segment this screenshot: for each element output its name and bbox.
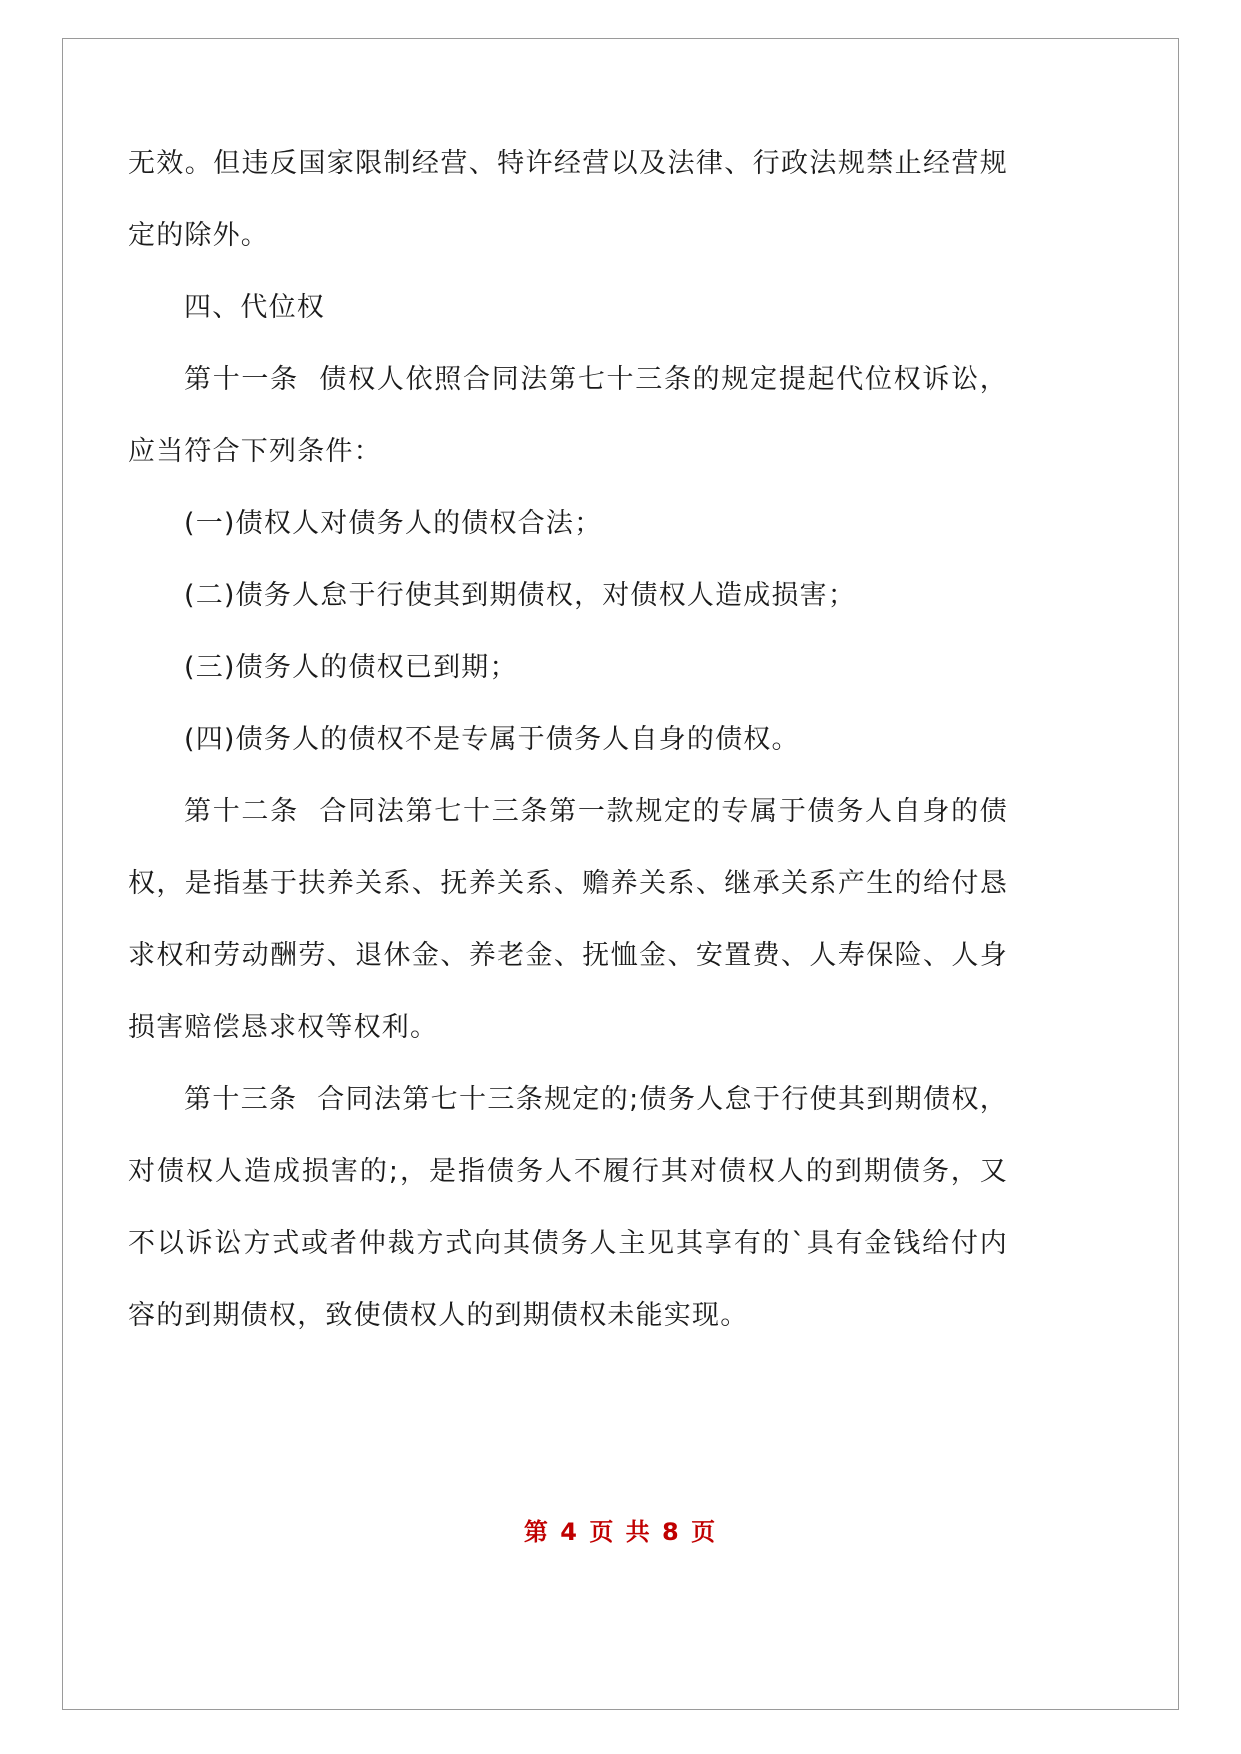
page-footer: 第 4 页 共 8 页 — [523, 1518, 718, 1546]
paragraph: 第十三条 合同法第七十三条规定的;债务人怠于行使其到期债权，对债权人造成损害的;，是指债务人不履行其对债权人的到期债务，又不以诉讼方式或者仲裁方式向其债务人主见其享有的`具有金钱给付内容的到期债权，致使债权人的到期债权未能实现。 — [128, 1084, 1008, 1331]
paragraph-list-item: (四)债务人的债权不是专属于债务人自身的债权。 — [184, 724, 800, 755]
paragraph: 第十一条 债权人依照合同法第七十三条的规定提起代位权诉讼，应当符合下列条件： — [128, 364, 1008, 467]
paragraph-list-item: (三)债务人的债权已到期； — [184, 652, 518, 683]
paragraph: 无效。但违反国家限制经营、特许经营以及法律、行政法规禁止经营规定的除外。 — [128, 148, 1008, 251]
paragraph-list-item: (二)债务人怠于行使其到期债权，对债权人造成损害； — [184, 580, 857, 611]
paragraph-list-item: (一)债权人对债务人的债权合法； — [184, 508, 603, 539]
paragraph: 第十二条 合同法第七十三条第一款规定的专属于债务人自身的债权，是指基于扶养关系、抚养关系、赡养关系、继承关系产生的给付恳求权和劳动酬劳、退休金、养老金、抚恤金、安置费、人寿保险、人身损害赔偿恳求权等权利。 — [128, 796, 1008, 1043]
paragraph-section-heading: 四、代位权 — [184, 292, 325, 323]
document-body — [128, 128, 1008, 1352]
